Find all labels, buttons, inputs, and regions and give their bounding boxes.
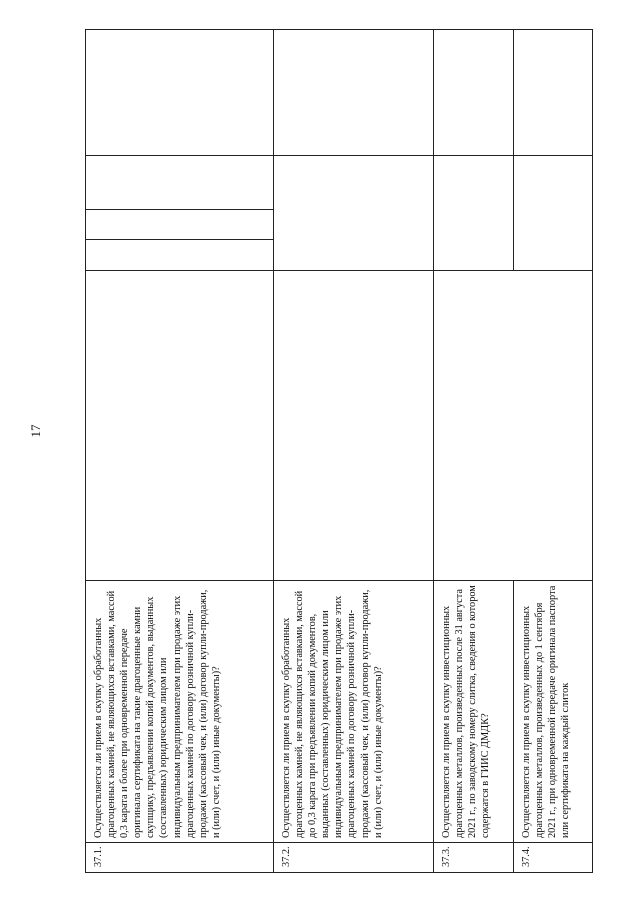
- answer-subcell-b: [86, 210, 273, 240]
- row-number-cell: 37.2.: [274, 843, 434, 873]
- table-row: [86, 30, 274, 873]
- answer-cell: [86, 156, 274, 271]
- rotated-table-wrapper: [85, 30, 592, 873]
- answer-subcell-c: [86, 156, 273, 210]
- question-cell: Осуществляется ли прием в скупку инвестиционных драгоценных металлов, произведенных после 31 августа 2021 г., по заводскому номеру слитка, сведения о котором содержатся в ГИИС ДМДК?: [434, 581, 514, 843]
- notes-cell: [274, 30, 434, 156]
- question-cell: Осуществляется ли прием в скупку обработанных драгоценных камней, не являющихся вставками, массой 0,3 карата и более при одновременной передаче оригинала сертификата на такие драгоценные камни скупщику, предъявлении копий документов, выданных (составленных) юридическим лицом или индивидуальным предпринимателем при продаже этих драгоценных камней по договору розничной купли-продажи (кассовый чек, и (или) договор купли-продажи, и (или) счет, и (или) иные документы)?: [86, 581, 274, 843]
- requirement-cell: [86, 271, 274, 581]
- notes-cell: [434, 30, 514, 156]
- question-cell: Осуществляется ли прием в скупку инвестиционных драгоценных металлов, произведенных до 1 сентября 2021 г., при одновременной передаче оригинала паспорта или сертификата на каждый слиток: [514, 581, 593, 843]
- answer-cell: [514, 156, 593, 271]
- page-number: 17: [28, 424, 43, 438]
- answer-cell: [434, 156, 514, 271]
- requirement-stack: [274, 271, 592, 580]
- answer-subcell-a: [86, 240, 273, 270]
- row-number-cell: 37.3.: [434, 843, 514, 873]
- question-cell: Осуществляется ли прием в скупку обработанных драгоценных камней, не являющихся вставками, массой до 0,3 карата при предъявлении копий документов, выданных (составленных) юридическим лицом или индивидуальным предпринимателем при продаже этих драгоценных камней по договору розничной купли-продажи (кассовый чек, и (или) договор купли-продажи, и (или) счет, и (или) иные документы)?: [274, 581, 434, 843]
- answer-split: [86, 156, 273, 270]
- row-number-cell: 37.1.: [86, 843, 274, 873]
- requirement-cell: [274, 271, 593, 581]
- requirement-subcell: [274, 271, 433, 580]
- answer-cell: [274, 156, 434, 271]
- requirement-subcell: [433, 271, 592, 580]
- notes-cell: [514, 30, 593, 156]
- table-row: [274, 30, 434, 873]
- notes-cell: [86, 30, 274, 156]
- row-number-cell: 37.4.: [514, 843, 593, 873]
- checklist-table: [85, 29, 593, 873]
